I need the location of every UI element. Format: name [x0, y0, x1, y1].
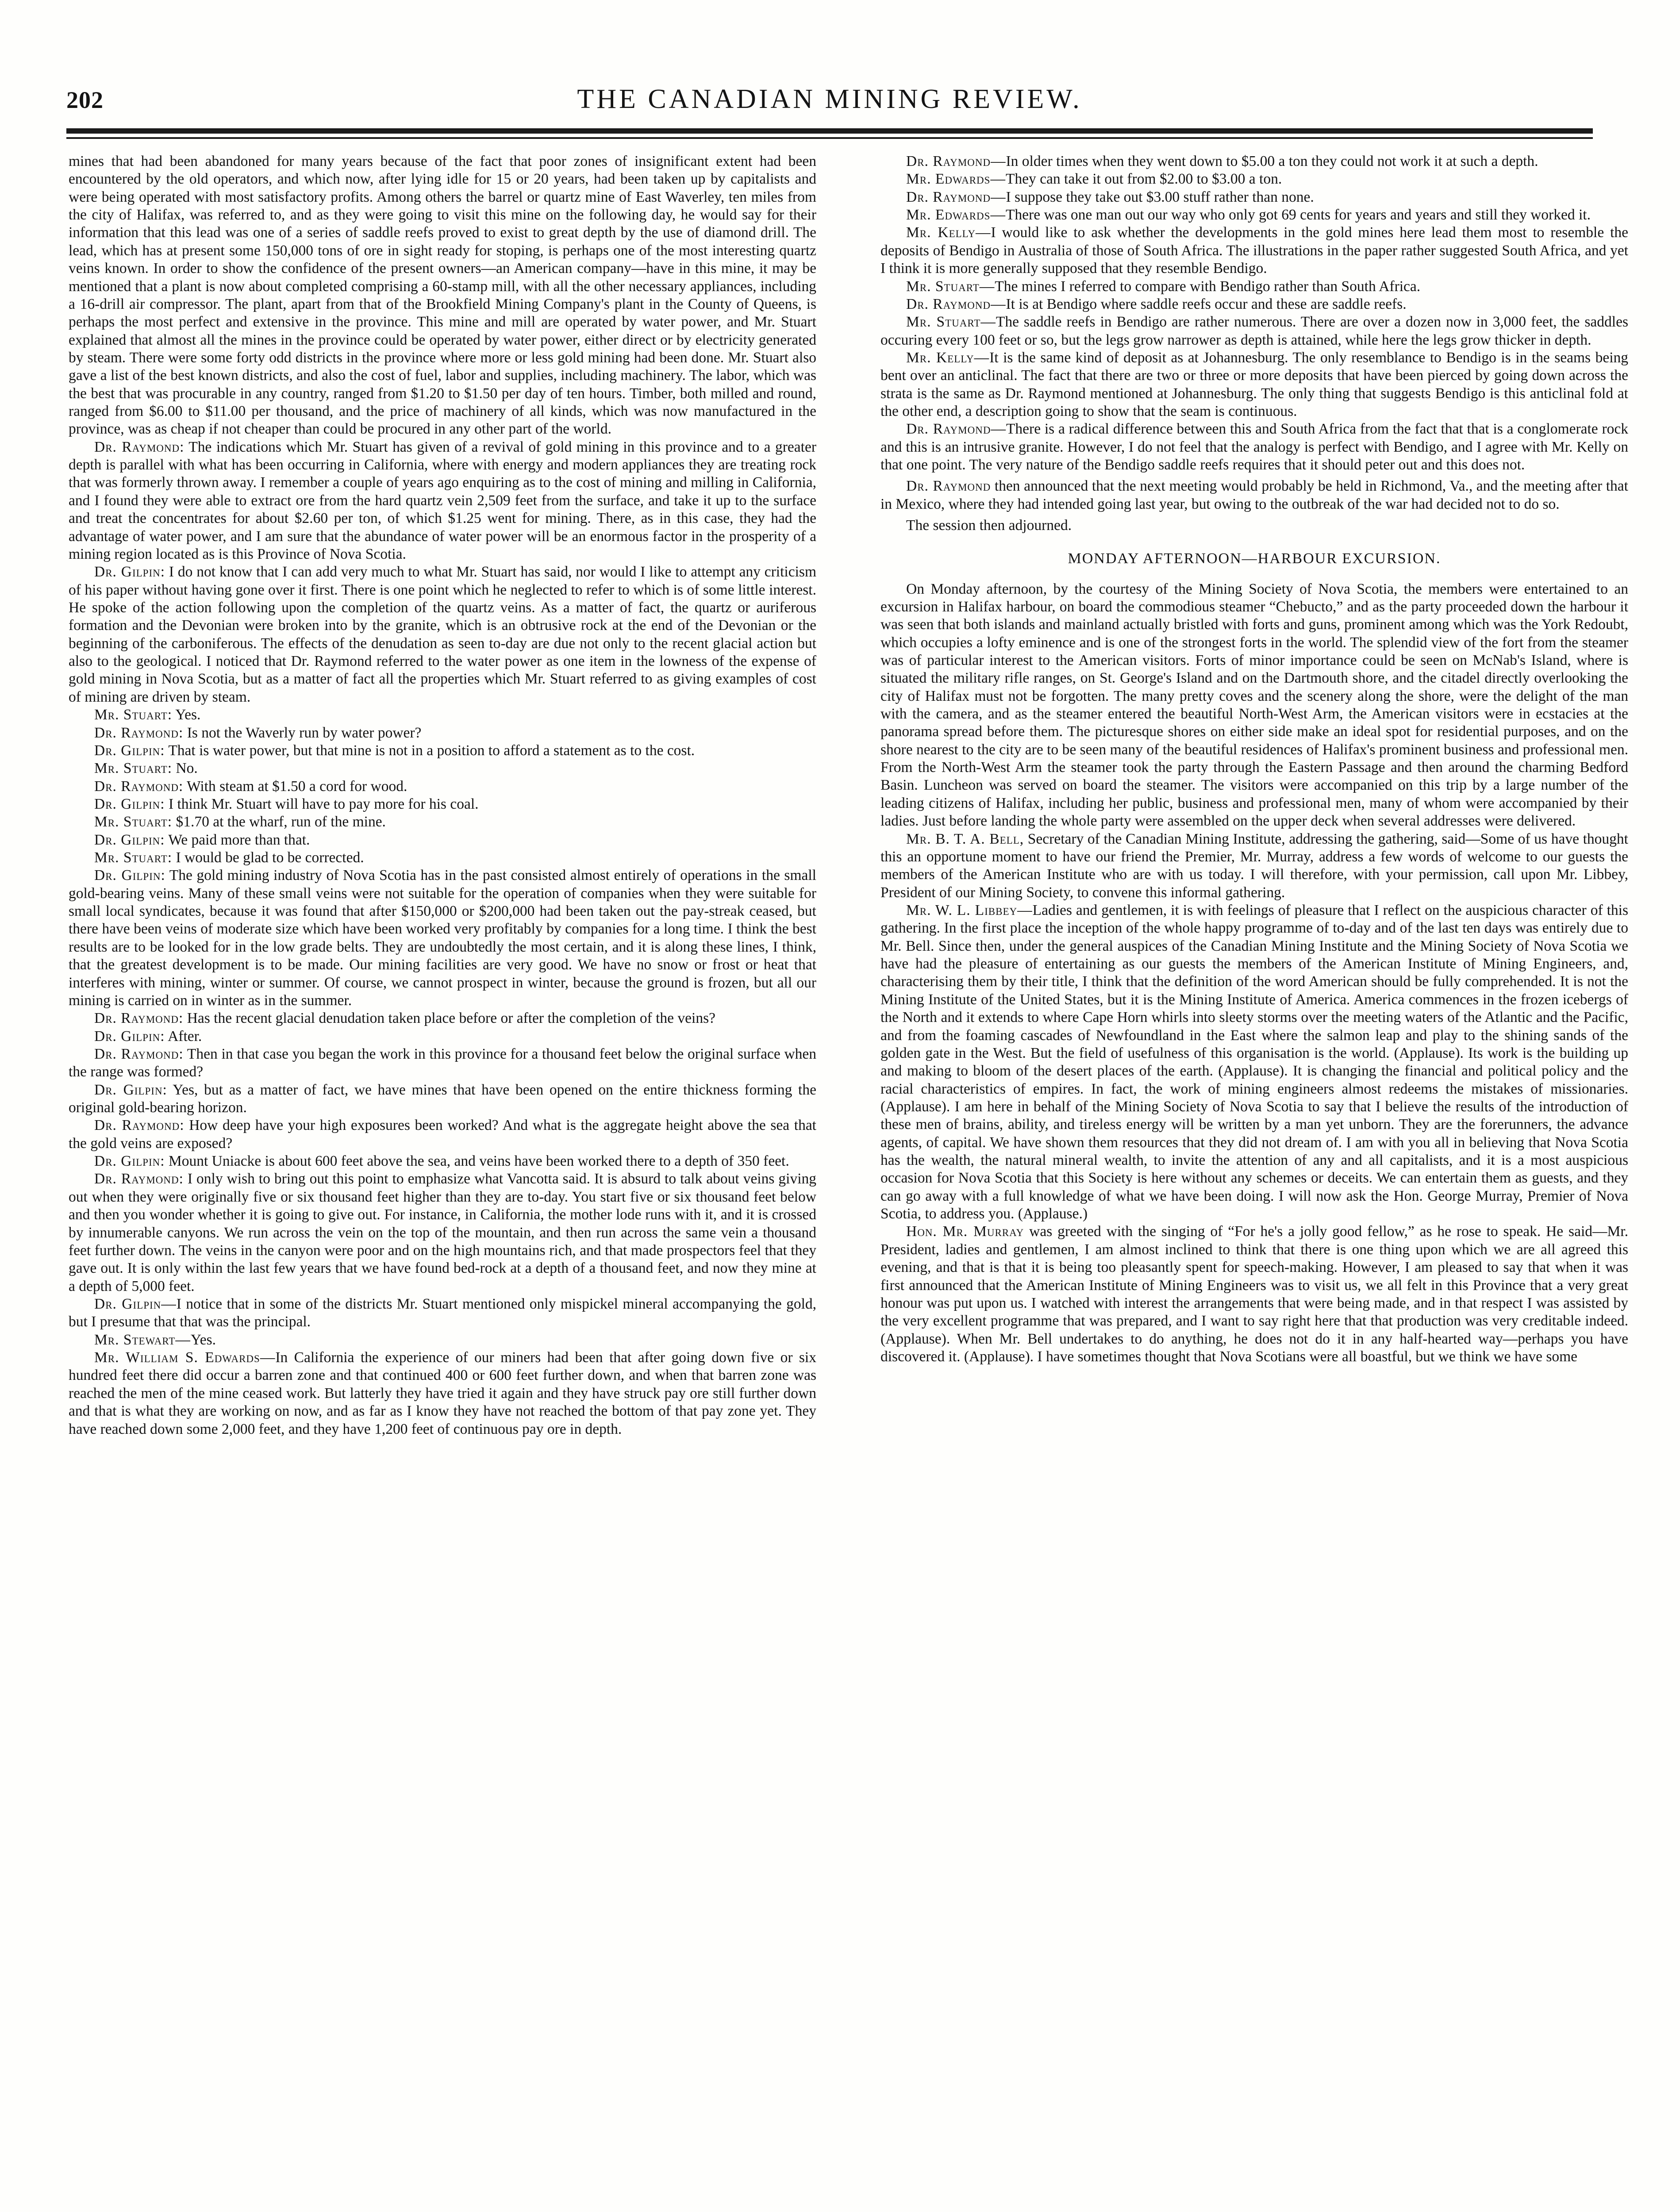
paragraph [69, 795, 816, 813]
paragraph-text: I would like to ask whether the developments in the gold mines here lead them most to resemble the deposits of Bendigo in Australia of those of South Africa. The illustrations in the paper rather suggested South Africa, and yet I think it is more generally supposed that they resemble Bendigo. [880, 224, 1628, 277]
speaker-name: Mr. Stuart: [94, 849, 173, 866]
paragraph [880, 420, 1628, 474]
paragraph [69, 563, 816, 706]
paragraph-text: Is not the Waverly run by water power? [183, 724, 422, 741]
paragraph-text: I notice that in some of the districts Mr. Stuart mentioned only mispickel mineral accompanying the gold, but I presume that that was the principal. [69, 1296, 816, 1330]
speaker-name: Mr. Stewart— [94, 1331, 191, 1348]
paragraph [880, 349, 1628, 420]
paragraph [69, 438, 816, 564]
paragraph [69, 849, 816, 867]
paragraph-text: $1.70 at the wharf, run of the mine. [172, 814, 386, 830]
paragraph [69, 706, 816, 724]
paragraph [880, 580, 1628, 830]
paragraph [880, 902, 1628, 1223]
speaker-name: Dr. Raymond: [94, 438, 185, 455]
paragraph [880, 517, 1628, 534]
speaker-name: Mr. Stuart— [906, 314, 996, 330]
paragraph-text: With steam at $1.50 a cord for wood. [183, 778, 408, 795]
speaker-name: Dr. Gilpin: [94, 795, 165, 812]
paragraph-text: Yes. [190, 1331, 216, 1348]
speaker-name: Dr. Gilpin: [94, 564, 165, 580]
paragraph-text: I think Mr. Stuart will have to pay more for his coal. [165, 795, 479, 812]
paragraph-text: I do not know that I can add very much to what Mr. Stuart has said, nor would I like to attempt any criticism of his paper without having gone over it first. There is one point which he neglected to refer to which is of some little interest. He spoke of the action following upon the completion of the quartz veins. As a matter of fact, the quartz or auriferous formation and the Devonian were broken into by the granite, which is an obtrusive rock at the end of the Devonian or the beginning of the carboniferous. The effects of the denudation as seen to-day are due not only to the recent glacial action but also to the geological. I noticed that Dr. Raymond referred to the water power as one item in the lowness of the expense of gold mining in Nova Scotia, but as a matter of fact all the properties which Mr. Stuart referred to as giving examples of cost of mining are driven by steam. [69, 564, 816, 705]
paragraph-text: Then in that case you began the work in this province for a thousand feet below the original surface when the range was formed? [69, 1045, 816, 1080]
speaker-name: Dr. Raymond: [94, 1117, 185, 1134]
paragraph [880, 206, 1628, 224]
paragraph [69, 1010, 816, 1027]
right-column [880, 153, 1628, 2212]
speaker-name: Dr. Raymond— [906, 296, 1006, 312]
paragraph-text: The gold mining industry of Nova Scotia has in the past consisted almost entirely of operations in the small gold-bearing veins. Many of these small veins were not suitable for the operation of companies when they were suitable for small local syndicates, because it was found that after $150,000 or $200,000 had been taken out the pay-streak ceased, but there have been veins of moderate size which have been worked very profitably by companies for a long time. I think the best results are to be looked for in the low grade belts. They are undoubtedly the most certain, and it is along these lines, I think, that the greatest development is to be made. Our mining facilities are very good. We have no snow or frost or heat that interferes with mining, winter or summer. Of course, we cannot prospect in winter, because the ground is frozen, but all our mining is carried on in winter as in the summer. [69, 867, 816, 1009]
paragraph-text: I only wish to bring out this point to emphasize what Vancotta said. It is absurd to talk about veins giving out when they were originally five or six thousand feet higher than they are to-day. You start five or six thousand feet below and then you wonder whether it is going to give out. For instance, in California, the mother lode runs with it, and it is crossed by innumerable canyons. We run across the vein on the top of the mountain, and then run across the same vein a thousand feet further down. The veins in the canyon were poor and on the high mountains rich, and that made prospectors feel that they gave out. It is only within the last few years that we have found bed-rock at a depth of a thousand feet, and now they mine at a depth of 5,000 feet. [69, 1171, 816, 1294]
paragraph [880, 188, 1628, 206]
paragraph [880, 296, 1628, 313]
speaker-name: Mr. Stuart: [94, 760, 173, 777]
left-column [69, 153, 816, 2212]
paragraph-text: It is at Bendigo where saddle reefs occur and these are saddle reefs. [1006, 296, 1407, 312]
section-heading: MONDAY AFTERNOON—HARBOUR EXCURSION. [1068, 550, 1441, 567]
speaker-name: Dr. Raymond: [94, 1171, 184, 1187]
speaker-name: Dr. Gilpin— [94, 1296, 177, 1312]
paragraph [69, 1349, 816, 1438]
paragraph [69, 867, 816, 1010]
speaker-name: Dr. Raymond [906, 478, 991, 495]
paragraph [69, 1152, 816, 1170]
speaker-name: Mr. B. T. A. Bell, [906, 830, 1024, 847]
paragraph-text: No. [172, 760, 198, 777]
paragraph-text: How deep have your high exposures been worked? And what is the aggregate height above the sea that the gold veins are exposed? [69, 1117, 816, 1152]
speaker-name: Dr. Raymond: [94, 724, 184, 741]
paragraph-text: I suppose they take out $3.00 stuff rather than none. [1006, 188, 1314, 205]
paragraph-text: On Monday afternoon, by the courtesy of the Mining Society of Nova Scotia, the members were entertained to an excursion in Halifax harbour, on board the commodious steamer “Chebucto,” and as the party proceeded down the harbour it was seen that both islands and mainland actually bristled with forts and guns, prominent among which was the York Redoubt, which occupies a lofty eminence and is one of the strongest forts in the world. The splendid view of the fort from the steamer was of particular interest to the American visitors. Forts of minor importance could be seen on McNab's Island, where is situated the military rifle ranges, on St. George's Island and on the Dartmouth shore, and the citadel directly overlooking the city of Halifax must not be forgotten. The many pretty coves and the scenery along the shore, were the delight of the man with the camera, and as the steamer entered the beautiful North-West Arm, the American visitors were in ecstacies at the panorama spread before them. The picturesque shores on either side make an ideal spot for residential purposes, and on the shore nearest to the city are to be seen many of the beautiful residences of Halifax's prominent business and professional men. From the North-West Arm the steamer took the party through the Eastern Passage and then around the charming Bedford Basin. Luncheon was served on board the steamer. The visitors were accompanied on this trip by a large number of the leading citizens of Halifax, including her public, business and professional men, many of whom were accompanied by their ladies. Just before landing the whole party were assembled on the upper deck when several addresses were delivered. [880, 580, 1628, 830]
paragraph-text: It is the same kind of deposit as at Johannesburg. The only resemblance to Bendigo is in the seams being bent over an anticlinal. The fact that there are two or three or more deposits that have been pierced by going down across the strata is the same as Dr. Raymond mentioned at Johannesburg. The only thing that suggests Bendigo is this anticlinal fold at the other end, a description going to show that the seam is continuous. [880, 349, 1628, 420]
journal-title: THE CANADIAN MINING REVIEW. [577, 84, 1082, 114]
paragraph-text: Has the recent glacial denudation taken place before or after the completion of the veins? [183, 1010, 716, 1027]
paragraph-text: I would be glad to be corrected. [172, 849, 364, 866]
paragraph [880, 477, 1628, 513]
header-rule-thin [66, 137, 1593, 139]
paragraph [69, 153, 816, 438]
speaker-name: Dr. Raymond: [94, 1045, 184, 1062]
paragraph-text: There is a radical difference between this and South Africa from the fact that that is a conglomerate rock and this is an intrusive granite. However, I do not feel that the analogy is perfect with Bendigo, and I agree with Mr. Kelly on that one point. The very nature of the Bendigo saddle reefs requires that it should peter out and this does not. [880, 421, 1628, 473]
speaker-name: Dr. Raymond— [906, 188, 1006, 205]
paragraph-text: Yes, but as a matter of fact, we have mines that have been opened on the entire thickness forming the original gold-bearing horizon. [69, 1081, 816, 1116]
speaker-name: Mr. Kelly— [906, 349, 990, 366]
page-header [66, 86, 1593, 135]
paragraph-text: mines that had been abandoned for many years because of the fact that poor zones of insignificant extent had been encountered by the old operators, and which now, after lying idle for 15 or 20 years, had been taken up by capitalists and were being operated with most satisfactory profits. Among others the barrel or quartz mine of East Waverley, ten miles from the city of Halifax, was referred to, and as they were going to visit this mine on the following day, he would say for their information that this lead was one of a series of saddle reefs proved to exist to great depth by the use of diamond drill. The lead, which has at present some 150,000 tons of ore in sight ready for stoping, is perhaps one of the most interesting quartz veins known. In order to show the confidence of the present owners—an American company—have in this mine, it may be mentioned that a plant is now about completed comprising a 60-stamp mill, with all the other necessary appliances, including a 16-drill air compressor. The plant, apart from that of the Brookfield Mining Company's plant in the County of Queens, is perhaps the most perfect and extensive in the province. This mine and mill are operated by water power, and Mr. Stuart explained that almost all the mines in the province could be operated by water power, either direct or by electricity generated by steam. There were some forty odd districts in the province where more or less gold mining had been done. Mr. Stuart also gave a list of the best known districts, and also the cost of fuel, labor and supplies, including machinery. The labor, which was the best that was procurable in any country, ranged from $1.20 to $1.50 per day of ten hours. Timber, both milled and round, ranged from $6.00 to $11.00 per thousand, and the price of machinery of all kinds, which was now manufactured in the province, was as cheap if not cheaper than could be procured in any other part of the world. [69, 153, 816, 438]
speaker-name: Dr. Gilpin: [94, 742, 165, 759]
paragraph-text: After. [165, 1028, 202, 1045]
speaker-name: Dr. Gilpin: [94, 1028, 165, 1045]
paragraph [880, 170, 1628, 188]
paragraph-text: The saddle reefs in Bendigo are rather numerous. There are over a dozen now in 3,000 feet, the saddles occuring every 100 feet or so, but the legs grow narrower as depth is attained, while here the legs grow thicker in depth. [880, 314, 1628, 348]
paragraph [880, 830, 1628, 902]
speaker-name: Dr. Raymond— [906, 153, 1006, 169]
speaker-name: Mr. Stuart— [906, 278, 995, 295]
paragraph [880, 278, 1628, 296]
speaker-name: Hon. Mr. Murray [906, 1223, 1024, 1240]
paragraph [69, 1170, 816, 1295]
paragraph [69, 1117, 816, 1152]
speaker-name: Mr. W. L. Libbey— [906, 902, 1033, 918]
paragraph [69, 1028, 816, 1045]
paragraph-text: In older times when they went down to $5.00 a ton they could not work it at such a depth. [1006, 153, 1538, 169]
page-number: 202 [66, 87, 104, 113]
paragraph-text: was greeted with the singing of “For he's a jolly good fellow,” as he rose to speak. He said—Mr. President, ladies and gentlemen, I am almost inclined to think that there is one thing upon which we are all agreed this evening, and that is that it is being too pleasantly spent for speech-making. However, I am pleased to say that when it was first announced that the American Institute of Mining Engineers was to visit us, we all felt in this Province that a very great honour was put upon us. I watched with interest the arrangements that were being made, and in that respect I was assisted by the very excellent programme that was prepared, and I want to say right here that that production was very creditable indeed. (Applause). When Mr. Bell undertakes to do anything, he does not do it in any half-hearted way—perhaps you have discovered it. (Applause). I have sometimes thought that Nova Scotians were all boastful, but we think we have some [880, 1223, 1628, 1365]
paragraph [69, 724, 816, 742]
paragraph-text: There was one man out our way who only got 69 cents for years and years and still they worked it. [1005, 207, 1591, 223]
paragraph-text: Secretary of the Canadian Mining Institute, addressing the gathering, said—Some of us have thought this an opportune moment to have our friend the Premier, Mr. Murray, address a few words of welcome to our guests the members of the American Institute who are with us today. I will therefore, with your permission, call upon Mr. Libbey, President of our Mining Society, to convene this informal gathering. [880, 830, 1628, 901]
paragraph [69, 1045, 816, 1081]
paragraph-text: The indications which Mr. Stuart has given of a revival of gold mining in this province and to a greater depth is parallel with what has been occurring in California, where with energy and modern appliances they are treating rock that was formerly thrown away. I remember a couple of years ago enquiring as to the cost of mining and milling in California, and I found they were able to extract ore from the hard quartz vein 2,509 feet from the surface, and take it up to the surface and treat the concentrates for about $2.60 per ton, of which $1.25 went for mining. There, as in this case, they had the advantage of water power, and I am sure that the abundance of water power will be an enormous factor in the prosperity of a mining region located as is this Province of Nova Scotia. [69, 438, 816, 562]
paragraph [880, 1223, 1628, 1366]
paragraph [880, 153, 1628, 170]
paragraph-text: In California the experience of our miners had been that after going down five or six hundred feet there did occur a barren zone and that continued 400 or 600 feet further down, and when that barren zone was reached the men of the mine ceased work. But latterly they have tried it again and they have struck pay ore still further down and that is what they are working on now, and as far as I know they have not reached the bottom of that pay zone yet. They have reached down some 2,000 feet, and they have 1,200 feet of continuous pay ore in depth. [69, 1349, 816, 1437]
paragraph [880, 224, 1628, 277]
paragraph-text: That is water power, but that mine is not in a position to afford a statement as to the cost. [165, 742, 695, 759]
speaker-name: Mr. Stuart: [94, 707, 173, 723]
paragraph-text: Yes. [172, 707, 201, 723]
speaker-name: Dr. Gilpin: [94, 867, 165, 884]
paragraph-text: Mount Uniacke is about 600 feet above the sea, and veins have been worked there to a depth of 350 feet. [165, 1153, 789, 1170]
paragraph-text: Ladies and gentlemen, it is with feelings of pleasure that I reflect on the auspicious character of this gathering. In the first place the inception of the whole happy programme of to-day and of the last ten days was entirely due to Mr. Bell. Since then, under the general auspices of the Canadian Mining Institute and the Mining Society of Nova Scotia we have had the pleasure of entertaining as our guests the members of the American Institute of Mining Engineers, and, characterising them by their title, I think that the definition of the word American should be fully comprehended. It is not the Mining Institute of the United States, but it is the Mining Institute of America. America commences in the frozen icebergs of the North and it extends to where Cape Horn whirls into sleety storms over the meeting waters of the Atlantic and the Pacific, and from the foaming cascades of Newfoundland in the East where the salmon leap and play to the shining sands of the golden gate in the West. But the field of usefulness of this organisation is the world. (Applause). Its work is the building up and making to bloom of the desert places of the earth. (Applause). It is changing the financial and political policy and the racial characteristics of empires. In fact, the work of mining engineers almost redeems the mistakes of missionaries. (Applause). I am here in behalf of the Mining Society of Nova Scotia to say that I believe the results of the introduction of these men of brains, ability, and tireless energy will be written by a man yet unborn. They are the forerunners, the advance agents, of capital. We have shown them resources that they did not dream of. I am with you all in believing that Nova Scotia has the wealth, the natural mineral wealth, to invite the attention of any and all capitalists, and it is a most auspicious occasion for Nova Scotia that this Society is here without any schemes or deceits. We can entertain them as guests, and they can go away with a full knowledge of what we have been doing. I will now ask the Hon. George Murray, Premier of Nova Scotia, to address you. (Applause.) [880, 902, 1628, 1222]
speaker-name: Dr. Raymond— [906, 421, 1006, 438]
paragraph-text: then announced that the next meeting would probably be held in Richmond, Va., and the meeting after that in Mexico, where they had intended going last year, but owing to the outbreak of the war had decided not to do so. [880, 478, 1628, 512]
paragraph [69, 778, 816, 795]
speaker-name: Mr. Edwards— [906, 207, 1006, 223]
paragraph-text: We paid more than that. [165, 831, 310, 848]
paragraph [69, 760, 816, 777]
speaker-name: Mr. Stuart: [94, 814, 173, 830]
speaker-name: Mr. Kelly— [906, 224, 991, 241]
speaker-name: Dr. Raymond: [94, 1010, 184, 1027]
speaker-name: Dr. Raymond: [94, 778, 184, 795]
paragraph [69, 742, 816, 760]
paragraph [69, 1331, 816, 1349]
speaker-name: Mr. Edwards— [906, 171, 1006, 188]
paragraph [69, 813, 816, 831]
speaker-name: Dr. Gilpin: [94, 1153, 165, 1170]
paragraph [69, 1081, 816, 1117]
paragraph [69, 831, 816, 849]
speaker-name: Dr. Gilpin: [94, 1081, 167, 1098]
speaker-name: Dr. Gilpin: [94, 831, 165, 848]
paragraph-text: The session then adjourned. [906, 517, 1072, 534]
header-rule-thick [66, 128, 1593, 134]
paragraph [69, 1295, 816, 1331]
paragraph-text: The mines I referred to compare with Bendigo rather than South Africa. [995, 278, 1421, 295]
paragraph-text: They can take it out from $2.00 to $3.00 a ton. [1005, 171, 1282, 188]
speaker-name: Mr. William S. Edwards— [94, 1349, 276, 1366]
paragraph [880, 313, 1628, 349]
